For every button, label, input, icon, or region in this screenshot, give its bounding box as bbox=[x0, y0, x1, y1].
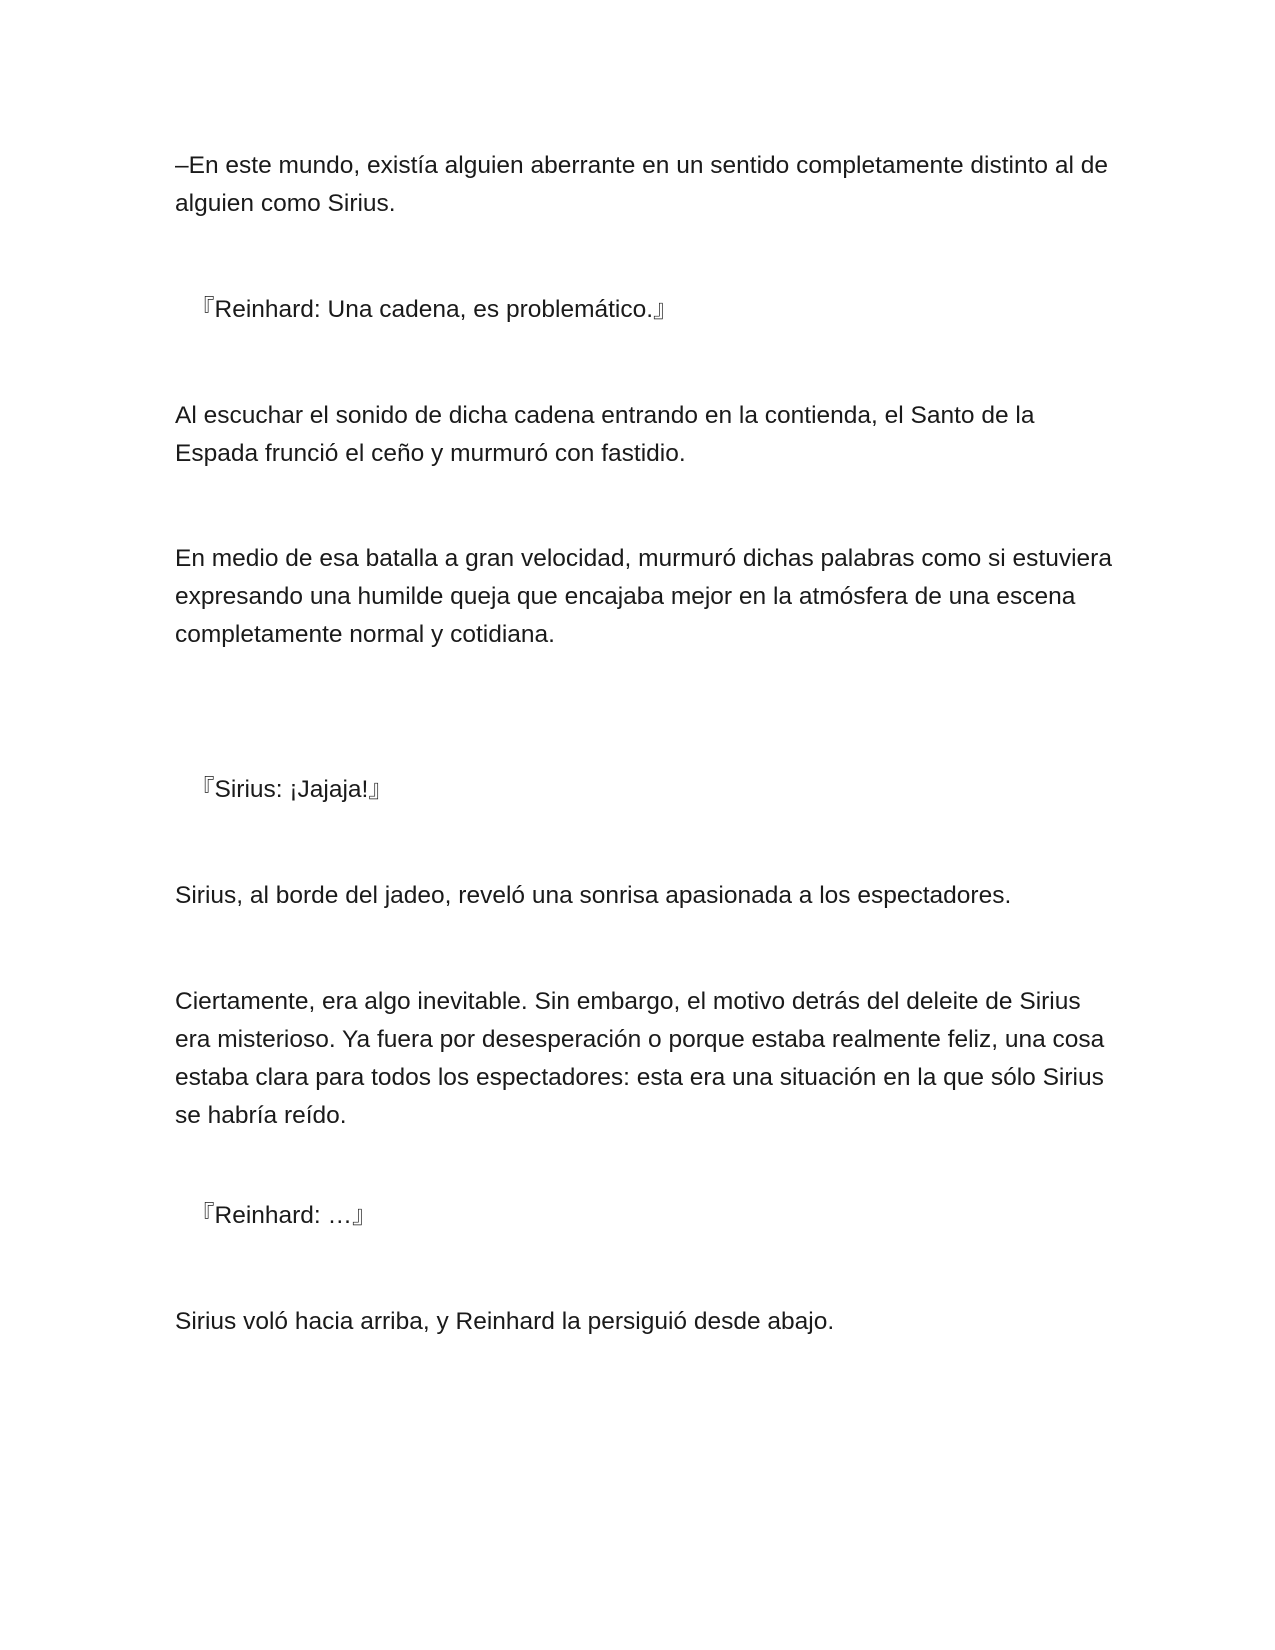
paragraph-6: Sirius voló hacia arriba, y Reinhard la persiguió desde abajo. bbox=[175, 1308, 835, 1335]
paragraph-5: Ciertamente, era algo inevitable. Sin embargo, el motivo detrás del deleite de Sirius era misterioso. Ya fuera por desesperación o porque estaba realmente feliz, una cosa estaba clara para todos los espectadores: esta era una situación en la que sólo Sirius se habría reído. bbox=[175, 988, 1105, 1129]
paragraph-4: Sirius, al borde del jadeo, reveló una sonrisa apasionada a los espectadores. bbox=[175, 882, 1012, 909]
dialogue-sirius: 『Sirius: ¡Jajaja!』 bbox=[190, 776, 393, 803]
paragraph-2: Al escuchar el sonido de dicha cadena entrando en la contienda, el Santo de la Espada frunció el ceño y murmuró con fastidio. bbox=[175, 402, 1035, 467]
paragraph-1: –En este mundo, existía alguien aberrante en un sentido completamente distinto al de alguien como Sirius. bbox=[175, 152, 1108, 217]
paragraph-3: En medio de esa batalla a gran velocidad, murmuró dichas palabras como si estuviera expresando una humilde queja que encajaba mejor en la atmósfera de una escena completamente normal y cotidiana. bbox=[175, 545, 1112, 648]
dialogue-reinhard-2: 『Reinhard: …』 bbox=[190, 1202, 377, 1229]
dialogue-reinhard-1: 『Reinhard: Una cadena, es problemático.』 bbox=[190, 296, 678, 323]
